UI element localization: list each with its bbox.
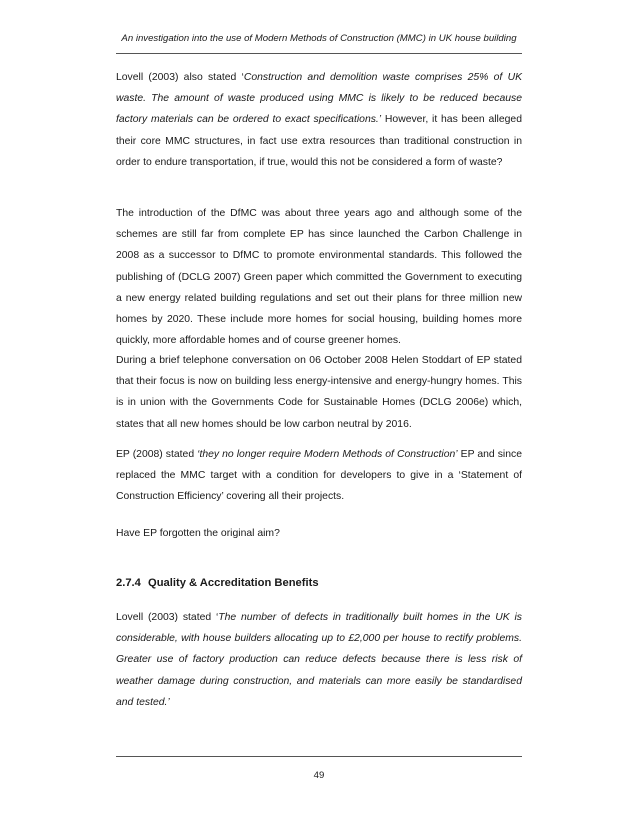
paragraph-defects-quote: The number of defects in traditionally built homes in the UK is considerable, with house builders allocating up to £2,000 per house to rectify problems. Greater use of factory production can reduce defects because there is less risk of weather damage during construction, and materials can more easily be standardised and tested.’ (116, 612, 523, 708)
paragraph-waste-lead: Lovell (2003) also stated ‘ (116, 72, 244, 83)
paragraph-dfmc: The introduction of the DfMC was about three years ago and although some of the schemes are still far from complete EP has since launched the Carbon Challenge in 2008 as a successor to DfMC to promote environmental standards. This followed the publishing of (DCLG 2007) Green paper which committed the Government to executing a new energy related building regulations and set out their plans for three million new homes by 2020. These include more homes for social housing, building homes more quickly, more affordable homes and of course greener homes. (116, 208, 522, 347)
paragraph-question: Have EP forgotten the original aim? (116, 528, 280, 539)
paragraph-defects-lead: Lovell (2003) stated ‘ (116, 612, 219, 623)
paragraph-waste-body: However, it has been alleged their core MMC structures, in fact use extra resources than traditional construction in order to endure transportation, if true, would this not be considered a form of waste? (116, 114, 522, 168)
section-number: 2.7.4 (116, 577, 141, 589)
paragraph-telephone: During a brief telephone conversation on 06 October 2008 Helen Stoddart of EP stated that their focus is now on building less energy-intensive and energy-hungry homes. This is in union with the Governments Code for Sustainable Homes (DCLG 2006e) which, states that all new homes should be low carbon neutral by 2016. (116, 355, 522, 430)
header-divider (116, 53, 522, 54)
section-title: Quality & Accreditation Benefits (148, 577, 319, 589)
paragraph-ep-body: EP and since replaced the MMC target with a condition for developers to give in a ‘Statement of Construction Efficiency’ covering all their projects. (116, 449, 522, 503)
section-heading (116, 577, 522, 589)
paragraph-ep-quote: ‘they no longer require Modern Methods of Construction’ (197, 449, 458, 460)
running-header: An investigation into the use of Modern Methods of Construction (MMC) in UK house building (121, 33, 517, 44)
page-number: 49 (313, 770, 325, 781)
paragraph-waste-quote: Construction and demolition waste comprises 25% of UK waste. The amount of waste produced using MMC is likely to be reduced because factory materials can be ordered to exact specifications.’ (116, 72, 522, 126)
paragraph-ep-lead: EP (2008) stated (116, 449, 198, 460)
paragraph-ep-statement (116, 444, 522, 508)
paragraph-defects (116, 607, 522, 713)
paragraph-waste (116, 67, 522, 173)
footer-divider (116, 756, 522, 757)
